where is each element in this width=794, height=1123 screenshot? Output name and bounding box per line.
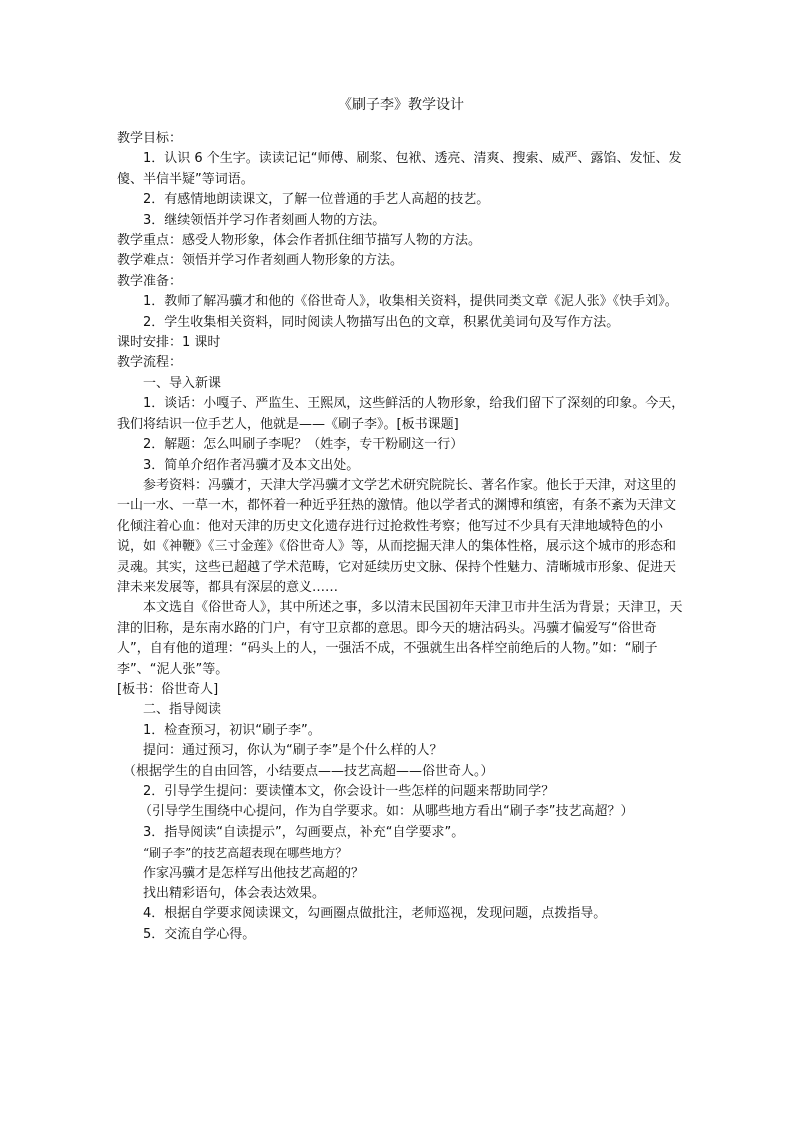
paragraph: [板书：俗世奇人] xyxy=(117,681,219,697)
paragraph: 1．谈话：小嘎子、严监生、王熙凤，这些鲜活的人物形象，给我们留下了深刻的印象。今天，我们将结识一位手艺人，他就是——《刷子李》。[板书课题] xyxy=(117,396,685,432)
paragraph: 本文选自《俗世奇人》，其中所述之事，多以清末民国初年天津卫市井生活为背景；天津卫，天津的旧称，是东南水路的门户，有守卫京都的意思。即今天的塘沽码头。冯骥才偏爱写“俗世奇人”，自有他的道理：“码头上的人，一强活不成，不强就生出各样空前绝后的人物。”如：“刷子李”、“泥人张”等。 xyxy=(117,600,683,677)
paragraph: 2．学生收集相关资料，同时阅读人物描写出色的文章，积累优美词句及写作方法。 xyxy=(143,314,620,330)
paragraph: 3．指导阅读“自读提示”，勾画要点，补充“自学要求”。 xyxy=(143,824,465,840)
paragraph: 4．根据自学要求阅读课文，勾画圈点做批注，老师巡视，发现问题，点拨指导。 xyxy=(143,906,607,922)
paragraph: 1．认识 6 个生字。读读记记“师傅、刷浆、包袱、透亮、清爽、搜索、威严、露馅、发怔、发傻、半信半疑”等词语。 xyxy=(117,151,682,187)
paragraph: 2．解题：怎么叫刷子李呢？（姓李，专干粉刷这一行） xyxy=(143,437,464,453)
paragraph: 一、导入新课 xyxy=(143,375,222,391)
paragraph: 教学流程： xyxy=(117,355,183,371)
document-body xyxy=(117,129,685,945)
paragraph: 2．引导学生提问：要读懂本文，你会设计一些怎样的问题来帮助同学？ xyxy=(143,784,555,799)
paragraph: 课时安排：1 课时 xyxy=(117,335,221,351)
paragraph: 找出精彩语句，体会表达效果。 xyxy=(143,886,326,902)
paragraph: 二、指导阅读 xyxy=(143,702,222,718)
paragraph: 3．简单介绍作者冯骥才及本文出处。 xyxy=(143,457,360,473)
paragraph: （根据学生的自由回答，小结要点——技艺高超——俗世奇人。） xyxy=(123,763,494,779)
paragraph: 教学重点：感受人物形象，体会作者抓住细节描写人物的方法。 xyxy=(117,233,482,249)
document-title: 《刷子李》教学设计 xyxy=(338,97,464,113)
paragraph: 1．检查预习，初识“刷子李”。 xyxy=(143,722,321,738)
paragraph: “刷子李”的技艺高超表现在哪些地方？ xyxy=(143,846,348,861)
paragraph: 参考资料：冯骥才，天津大学冯骥才文学艺术研究院院长、著名作家。他长于天津，对这里的一山一水、一草一木，都怀着一种近乎狂热的激情。他以学者式的渊博和缜密，有条不紊为天津文化倾注着心血：他对天津的历史文化遗存进行过抢救性考察；他写过不少具有天津地域特色的小说，如《神鞭》《三寸金莲》《俗世奇人》等，从而挖掘天津人的集体性格，展示这个城市的形态和灵魂。其实，这些已超越了学术范畴，它对延续历史文脉、保持个性魅力、清晰城市形象、促进天津未来发展等，都具有深层的意义…… xyxy=(117,477,677,595)
paragraph: 1．教师了解冯骥才和他的《俗世奇人》，收集相关资料，提供同类文章《泥人张》《快手刘》。 xyxy=(143,294,678,310)
paragraph: 教学目标： xyxy=(117,131,183,146)
paragraph: 作家冯骥才是怎样写出他技艺高超的？ xyxy=(143,865,365,881)
paragraph: 教学难点：领悟并学习作者刻画人物形象的方法。 xyxy=(117,253,404,269)
paragraph: （引导学生围绕中心提问，作为自学要求。如：从哪些地方看出“刷子李”技艺高超？） xyxy=(139,804,634,820)
paragraph: 提问：通过预习，你认为“刷子李”是个什么样的人？ xyxy=(143,743,443,759)
paragraph: 3．继续领悟并学习作者刻画人物的方法。 xyxy=(143,212,386,228)
document-page xyxy=(117,95,685,945)
paragraph: 5．交流自学心得。 xyxy=(143,926,256,942)
paragraph: 教学准备： xyxy=(117,273,183,289)
paragraph: 2．有感情地朗读课文，了解一位普通的手艺人高超的技艺。 xyxy=(143,192,490,208)
